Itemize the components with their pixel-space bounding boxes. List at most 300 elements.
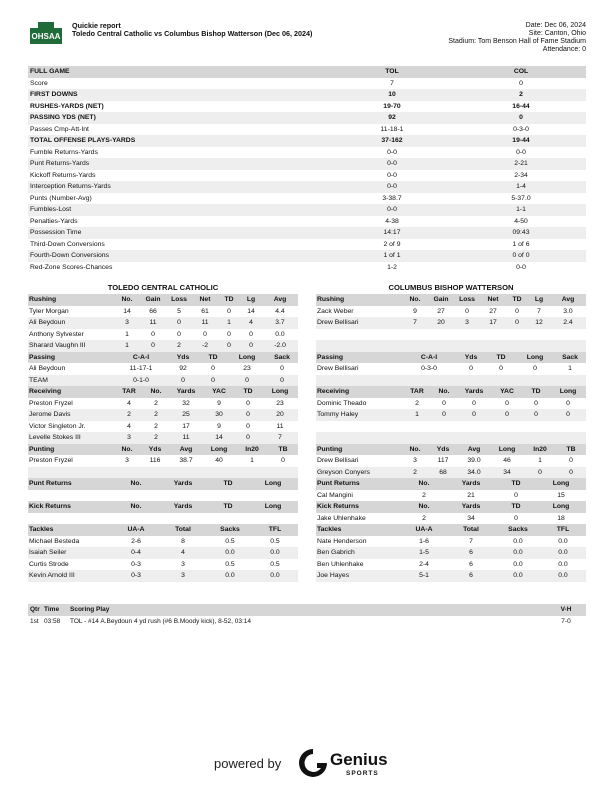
stat-label: Interception Returns-Yards (28, 181, 328, 193)
player-row (28, 432, 298, 444)
logo-text: OHSAA (31, 32, 61, 41)
stat-value: 4 (240, 317, 262, 329)
game-attendance: Attendance: 0 (542, 46, 586, 53)
column-header: Sacks (208, 524, 252, 536)
player-row (316, 455, 586, 467)
away-team-title: COLUMBUS BISHOP WATTERSON (388, 283, 514, 292)
column-header: Lg (240, 294, 262, 306)
column-header: Yds (428, 444, 458, 456)
column-header: YAC (492, 386, 522, 398)
team1-value: 0-0 (328, 204, 456, 216)
column-header: Long (248, 478, 298, 490)
stat-value: 0 (234, 409, 262, 421)
passing-table (28, 352, 298, 387)
column-header: Long (550, 386, 586, 398)
stat-label: Kickoff Returns-Yards (30, 171, 96, 179)
player-row (28, 375, 298, 387)
player-row (28, 559, 298, 571)
player-name: Dominic Theado (317, 399, 367, 407)
stat-value: 23 (243, 365, 251, 372)
stat-value: 2.4 (550, 317, 586, 329)
punt-returns-table (28, 478, 298, 501)
stat-label: PASSING YDS (NET) (28, 112, 328, 124)
full-game-row (28, 250, 586, 262)
stat-value: 1 (402, 409, 432, 421)
stat-value: 92 (179, 365, 187, 372)
stat-value: 0 (499, 365, 503, 372)
column-header: No. (114, 294, 140, 306)
column-header: Yds (456, 352, 486, 364)
stat-value: 14 (204, 432, 234, 444)
stat-value: 4 (127, 422, 131, 430)
column-header: TB (556, 444, 586, 456)
column-header: Sacks (496, 524, 540, 536)
stat-value: 0 (506, 317, 528, 329)
stat-value: 0.0 (513, 537, 523, 545)
receiving-table (28, 386, 298, 444)
game-date: Date: Dec 06, 2024 (525, 22, 586, 29)
stat-value: 1-6 (419, 537, 429, 545)
empty-row (28, 513, 298, 525)
time-header: Time (42, 604, 68, 616)
game-stadium: Stadium: Tom Benson Hall of Fame Stadium (448, 38, 586, 45)
team1-value: 10 (328, 89, 456, 101)
player-row (28, 306, 298, 318)
stat-value: 0 (266, 375, 298, 387)
column-header: Long (536, 501, 586, 513)
empty-row (316, 375, 586, 387)
player-name: Nate Henderson (317, 537, 367, 545)
column-header: Avg (170, 444, 202, 456)
stat-value: 1 (568, 365, 572, 372)
full-game-row (28, 239, 586, 251)
column-header: Punt Returns (28, 478, 114, 490)
stat-value: 15 (557, 491, 565, 499)
stat-value: 20 (428, 317, 454, 329)
player-name: Drew Bellisari (317, 365, 359, 372)
stat-value: 68 (428, 467, 458, 479)
empty-row (316, 340, 586, 352)
punt-returns-header-row (316, 478, 586, 490)
stat-value: 0.0 (252, 547, 298, 559)
team2-value: 19-44 (456, 135, 586, 147)
stat-value: 0 (556, 467, 586, 479)
team2-value: 09:43 (456, 227, 586, 239)
player-name: Curtis Strode (29, 560, 69, 568)
column-header: No. (402, 478, 446, 490)
player-row (28, 340, 298, 352)
team1-value: 1 of 1 (328, 250, 456, 262)
column-header: TD (496, 501, 536, 513)
column-header: TAR (114, 386, 144, 398)
player-name: Victor Singleton Jr. (29, 422, 86, 430)
stat-value: 27 (489, 307, 497, 315)
stat-value: 0 (151, 330, 155, 338)
column-header: Tackles (28, 524, 114, 536)
stat-value: 12 (528, 317, 550, 329)
game-title: Toledo Central Catholic vs Columbus Bishop Watterson (Dec 06, 2024) (72, 29, 313, 38)
stat-value: 1 (114, 340, 140, 352)
stat-value: 2-6 (131, 537, 141, 545)
column-header: Yards (168, 386, 204, 398)
player-row (316, 536, 586, 548)
empty-row (28, 467, 298, 479)
player-name: Tyler Morgan (29, 307, 69, 315)
team1-value: 0-0 (387, 148, 397, 156)
stat-value: 2 (154, 422, 158, 430)
team2-value: 0-3-0 (513, 125, 529, 133)
column-header: Avg (550, 294, 586, 306)
stat-value: 0 (515, 307, 519, 315)
stat-value: 34 (490, 467, 524, 479)
player-name: Kevin Arnold III (28, 570, 114, 582)
scoring-vh: 7-0 (561, 617, 571, 625)
stat-value: 39.0 (467, 457, 481, 464)
stat-value: 2 (422, 514, 426, 522)
player-row (28, 421, 298, 433)
player-row (28, 317, 298, 329)
stat-label: RUSHES-YARDS (NET) (30, 102, 104, 110)
player-row (316, 467, 586, 479)
stat-value: 66 (149, 307, 157, 315)
away-team-stats (316, 294, 586, 582)
qtr-header: Qtr (28, 604, 42, 616)
stat-value: 38.7 (179, 457, 193, 464)
team2-value: 5-37.0 (511, 194, 531, 202)
stat-label: Fourth-Down Conversions (28, 250, 328, 262)
stat-value: 0-4 (114, 547, 158, 559)
player-name: Preston Fryzel (29, 399, 73, 407)
team1-value: 4-38 (385, 217, 399, 225)
column-header: Yards (158, 478, 208, 490)
team2-value: 0 (519, 79, 523, 87)
player-name: Jerome Davis (28, 409, 114, 421)
vh-header: V-H (546, 604, 586, 616)
player-row (316, 490, 586, 502)
team2-value: 1-1 (456, 204, 586, 216)
stat-value: 0 (534, 399, 538, 407)
stat-value: 0 (469, 365, 473, 372)
player-name: Greyson Conyers (316, 467, 402, 479)
stat-value: 14 (123, 307, 131, 315)
stat-value: 1 (125, 330, 129, 338)
column-header: TD (218, 294, 240, 306)
stat-value: 46 (503, 457, 511, 464)
stat-value: 25 (168, 409, 204, 421)
player-row (28, 547, 298, 559)
full-game-row (28, 135, 586, 147)
player-row (28, 570, 298, 582)
column-header: Long (536, 478, 586, 490)
stat-value: 3.7 (262, 317, 298, 329)
stat-value: 0 (505, 399, 509, 407)
column-header: Rushing (316, 294, 402, 306)
team2-abbr: COL (456, 66, 586, 78)
scoring-play: TOL - #14 A.Beydoun 4 yd rush (#6 B.Moody kick), 8-52, 03:14 (70, 617, 252, 625)
stat-value: -2.0 (262, 340, 298, 352)
stat-value: 0.0 (540, 547, 586, 559)
stat-value: 0 (227, 330, 231, 338)
column-header: No. (114, 478, 158, 490)
player-row (316, 570, 586, 582)
stat-value: 0 (240, 340, 262, 352)
team1-value: 0-0 (387, 171, 397, 179)
stat-value: 32 (182, 399, 190, 407)
rushing-table (316, 294, 586, 352)
full-game-row (28, 124, 586, 136)
home-team-title: TOLEDO CENTRAL CATHOLIC (107, 283, 219, 292)
column-header: Long (516, 352, 554, 364)
stat-value: 0 (234, 432, 262, 444)
column-header: Avg (458, 444, 490, 456)
column-header: No. (114, 501, 158, 513)
column-header: No. (144, 386, 168, 398)
column-header: Punting (316, 444, 402, 456)
column-header: Yards (456, 386, 492, 398)
stat-value: 0 (442, 399, 446, 407)
stat-value: 0.5 (225, 537, 235, 545)
punting-header-row (28, 444, 298, 456)
stat-value: 0.0 (208, 547, 252, 559)
scoring-time: 03:58 (44, 617, 61, 625)
tackles-table (316, 524, 586, 582)
team2-value: 1-4 (456, 181, 586, 193)
empty-row (316, 432, 586, 444)
column-header: Gain (428, 294, 454, 306)
stat-value: 0 (522, 409, 550, 421)
stat-value: 20 (262, 409, 298, 421)
column-header: In20 (236, 444, 268, 456)
stat-value: 2 (166, 340, 192, 352)
stat-value: 0 (203, 330, 207, 338)
stat-value: 0.0 (496, 547, 540, 559)
stat-value: 1-5 (402, 547, 446, 559)
stat-value: 17 (480, 317, 506, 329)
full-game-row (28, 262, 586, 274)
column-header: No. (402, 501, 446, 513)
player-row (316, 409, 586, 421)
stat-value: 8 (181, 537, 185, 545)
punt-returns-header-row (28, 478, 298, 490)
tackles-header-row (28, 524, 298, 536)
empty-row (316, 421, 586, 433)
rushing-header-row (28, 294, 298, 306)
stat-value: 30 (204, 409, 234, 421)
column-header: TD (234, 386, 262, 398)
team2-value: 1 of 6 (512, 240, 530, 248)
passing-header-row (28, 352, 298, 364)
full-game-table (28, 66, 586, 273)
stat-value: 0.5 (225, 560, 235, 568)
full-game-header-row (28, 66, 586, 78)
game-site: Site: Canton, Ohio (528, 30, 586, 37)
player-name: Zack Weber (317, 307, 354, 315)
full-game-row (28, 181, 586, 193)
home-team-stats (28, 294, 298, 582)
receiving-header-row (316, 386, 586, 398)
stat-value: 0 (218, 340, 240, 352)
stat-value: 7 (402, 317, 428, 329)
stat-value: 117 (437, 457, 449, 464)
stat-value: 6 (469, 560, 473, 568)
receiving-header-row (28, 386, 298, 398)
column-header: Lg (528, 294, 550, 306)
brand-name: Genius (330, 750, 388, 769)
team2-value: 0-0 (516, 263, 526, 271)
stat-value: 1 (218, 317, 240, 329)
stat-value: 0 (246, 399, 250, 407)
column-header: Sack (266, 352, 298, 364)
kick-returns-table (28, 501, 298, 524)
column-header: Yards (446, 478, 496, 490)
player-row (28, 409, 298, 421)
column-header: TD (496, 478, 536, 490)
stat-value: 11 (140, 317, 166, 329)
stat-value: 2-4 (419, 560, 429, 568)
stat-value: 0 (281, 457, 285, 464)
column-header: C-A-I (402, 352, 456, 364)
stat-value: 0 (166, 317, 192, 329)
team2-value: 2-21 (456, 158, 586, 170)
column-header: Receiving (28, 386, 114, 398)
passing-table (316, 352, 586, 387)
kick-returns-header-row (28, 501, 298, 513)
brand-sub: SPORTS (346, 770, 379, 777)
player-name: Michael Besteda (29, 537, 80, 545)
scoring-play-row (28, 616, 586, 628)
player-name: Ben Uhlenhake (317, 560, 364, 568)
team1-value: 14:17 (328, 227, 456, 239)
column-header: Yards (446, 501, 496, 513)
player-name: Sharard Vaughn III (28, 340, 114, 352)
stat-value: 9 (217, 422, 221, 430)
play-header: Scoring Play (68, 604, 546, 616)
stat-label: Third-Down Conversions (30, 240, 105, 248)
column-header: Punting (28, 444, 114, 456)
full-game-row (28, 158, 586, 170)
full-game-label: FULL GAME (28, 66, 328, 78)
stat-value: 2 (144, 409, 168, 421)
team1-value: 19-70 (383, 102, 401, 110)
stat-value: 4 (158, 547, 208, 559)
column-header: Total (446, 524, 496, 536)
stat-value: 17 (182, 422, 190, 430)
stat-value: 3 (158, 570, 208, 582)
stat-label: Possession Time (28, 227, 328, 239)
team1-value: 92 (328, 112, 456, 124)
team1-value: 0-0 (328, 181, 456, 193)
stat-value: 0.0 (275, 330, 285, 338)
punting-table (28, 444, 298, 479)
player-row (28, 398, 298, 410)
team1-value: 1-2 (387, 263, 397, 271)
stat-value: 0 (228, 375, 266, 387)
scoring-qtr: 1st (30, 617, 39, 625)
column-header: Avg (262, 294, 298, 306)
player-row (316, 559, 586, 571)
stat-value: 0 (533, 365, 537, 372)
stat-value: 0 (550, 409, 586, 421)
team1-value: 3-38.7 (382, 194, 402, 202)
stat-value: 0 (524, 467, 556, 479)
stat-value: 0 (456, 409, 492, 421)
stat-value: 0 (140, 340, 166, 352)
stat-value: 0 (280, 365, 284, 372)
team1-abbr: TOL (328, 66, 456, 78)
stat-value: 6 (446, 547, 496, 559)
column-header: Kick Returns (28, 501, 114, 513)
team2-value: 0 (456, 112, 586, 124)
column-header: No. (432, 386, 456, 398)
stat-value: 3 (181, 560, 185, 568)
punting-table (316, 444, 586, 479)
stat-value: 0 (249, 330, 253, 338)
team1-value: 11-18-1 (380, 125, 404, 133)
stat-value: 2 (114, 409, 144, 421)
column-header: TFL (252, 524, 298, 536)
stat-value: 0 (465, 307, 469, 315)
column-header: TD (522, 386, 550, 398)
stat-value: 4.4 (275, 307, 285, 315)
stat-value: 2 (422, 491, 426, 499)
stat-value: 5 (177, 307, 181, 315)
stat-value: 0 (211, 365, 215, 372)
stat-label: FIRST DOWNS (28, 89, 328, 101)
stat-value: 6 (446, 570, 496, 582)
player-row (316, 306, 586, 318)
column-header: No. (114, 444, 140, 456)
player-name: Drew Bellisari (317, 457, 359, 464)
stat-value: 3 (454, 317, 480, 329)
report-title: Quickie report (72, 21, 121, 30)
stat-value: 11 (168, 432, 204, 444)
column-header: Passing (28, 352, 114, 364)
column-header: Long (202, 444, 236, 456)
column-header: TD (208, 501, 248, 513)
team1-value: 37-162 (328, 135, 456, 147)
column-header: UA-A (402, 524, 446, 536)
stat-value: 27 (437, 307, 445, 315)
column-header: TD (486, 352, 516, 364)
column-header: Rushing (28, 294, 114, 306)
column-header: TB (268, 444, 298, 456)
column-header: No. (402, 294, 428, 306)
punt-returns-table (316, 478, 586, 501)
player-name: Joe Hayes (316, 570, 402, 582)
stat-value: 11 (192, 317, 218, 329)
player-name: Anthony Sylvester (29, 330, 84, 338)
player-row (316, 398, 586, 410)
column-header: Long (248, 501, 298, 513)
stat-value: -2 (192, 340, 218, 352)
stat-label: Fumbles-Lost (28, 204, 328, 216)
game-meta (448, 22, 586, 54)
full-game-row (28, 112, 586, 124)
stat-value: 0 (514, 491, 518, 499)
punting-header-row (316, 444, 586, 456)
player-row (28, 455, 298, 467)
stat-value: 0 (227, 307, 231, 315)
stat-value: 0 (246, 422, 250, 430)
kick-returns-table (316, 501, 586, 524)
stat-value: 3 (413, 457, 417, 464)
stat-label: Score (30, 79, 48, 87)
tackles-table (28, 524, 298, 582)
stat-value: 61 (201, 307, 209, 315)
column-header: Yards (158, 501, 208, 513)
stat-value: 3 (114, 317, 140, 329)
player-row (316, 513, 586, 525)
